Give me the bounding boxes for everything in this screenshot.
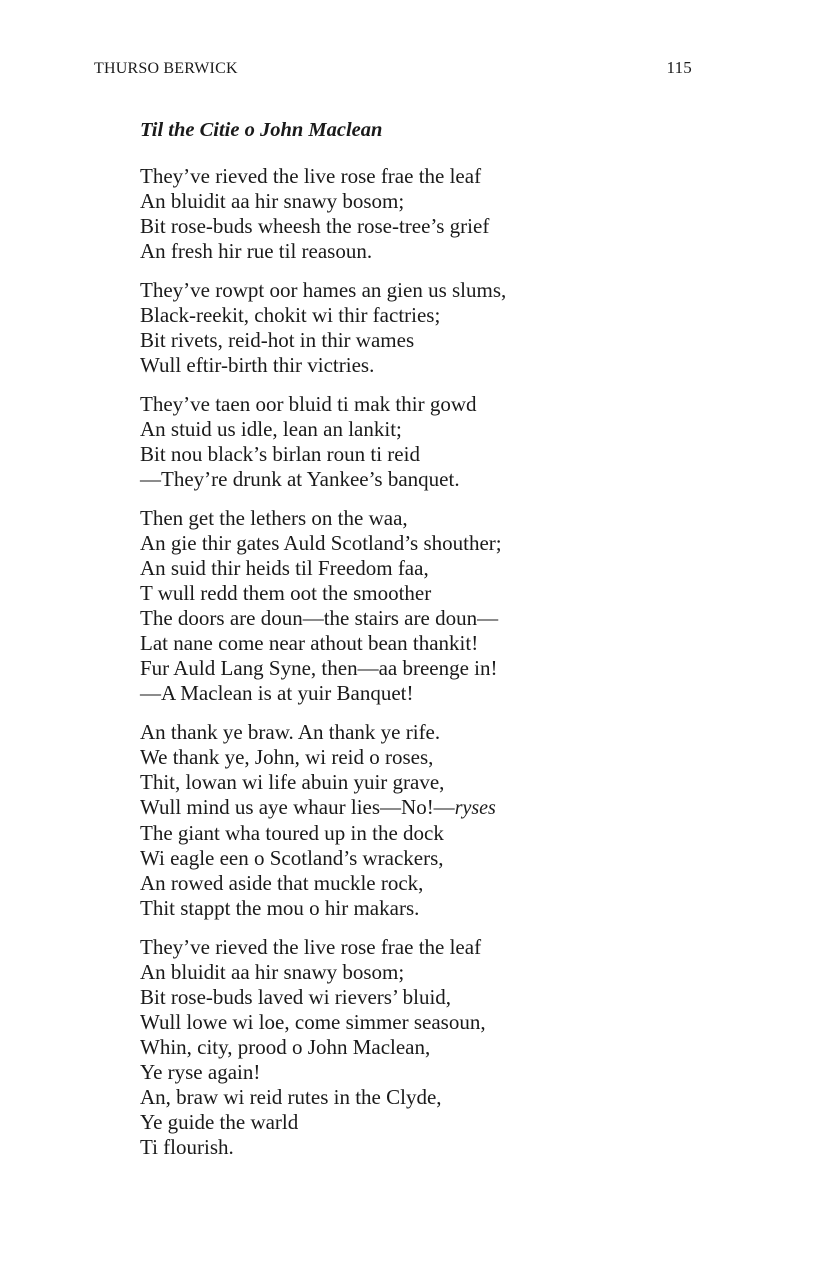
- poem-line: Bit rose-buds wheesh the rose-tree’s grief: [140, 214, 490, 238]
- poem-line: An gie thir gates Auld Scotland’s shouther;: [140, 531, 502, 555]
- stanza-6: [140, 935, 740, 1160]
- stanza-5: [140, 720, 740, 921]
- poem-line-with-italic: [140, 795, 740, 821]
- poem-line: Black-reekit, chokit wi thir factries;: [140, 303, 441, 327]
- stanza-1: [140, 164, 740, 264]
- poem-line: They’ve taen oor bluid ti mak thir gowd: [140, 392, 477, 416]
- poem-line: Whin, city, prood o John Maclean,: [140, 1035, 431, 1059]
- poem-line: They’ve rieved the live rose frae the leaf: [140, 935, 482, 959]
- poem: [140, 116, 740, 1174]
- poem-line: Wi eagle een o Scotland’s wrackers,: [140, 846, 444, 870]
- poem-line: The giant wha toured up in the dock: [140, 821, 444, 845]
- poem-title: Til the Citie o John Maclean: [140, 119, 383, 141]
- poem-line: They’ve rieved the live rose frae the leaf: [140, 164, 482, 188]
- poem-line: Then get the lethers on the waa,: [140, 506, 408, 530]
- poem-line: Thit, lowan wi life abuin yuir grave,: [140, 770, 445, 794]
- poem-line: Wull eftir-birth thir victries.: [140, 353, 375, 377]
- running-head-author: THURSO BERWICK: [94, 60, 238, 77]
- poem-line: We thank ye, John, wi reid o roses,: [140, 745, 434, 769]
- poem-line: The doors are doun—the stairs are doun—: [140, 606, 499, 630]
- poem-line: Lat nane come near athout bean thankit!: [140, 631, 479, 655]
- poem-line: An, braw wi reid rutes in the Clyde,: [140, 1085, 442, 1109]
- poem-line: Wull lowe wi loe, come simmer seasoun,: [140, 1010, 486, 1034]
- poem-line: Bit rivets, reid-hot in thir wames: [140, 328, 415, 352]
- poem-line: T wull redd them oot the smoother: [140, 581, 432, 605]
- poem-line: Bit rose-buds laved wi rievers’ bluid,: [140, 985, 452, 1009]
- poem-line: An thank ye braw. An thank ye rife.: [140, 720, 441, 744]
- poem-line: Fur Auld Lang Syne, then—aa breenge in!: [140, 656, 498, 680]
- poem-line: They’ve rowpt oor hames an gien us slums,: [140, 278, 507, 302]
- stanza-4: [140, 506, 740, 706]
- poem-line: Ti flourish.: [140, 1135, 234, 1159]
- poem-line: An suid thir heids til Freedom faa,: [140, 556, 429, 580]
- page-number: 115: [666, 58, 692, 77]
- poem-line: —They’re drunk at Yankee’s banquet.: [140, 467, 460, 491]
- poem-line: Bit nou black’s birlan roun ti reid: [140, 442, 420, 466]
- poem-line: An stuid us idle, lean an lankit;: [140, 417, 402, 441]
- poem-italic-word: ryses: [454, 797, 496, 819]
- poem-line: An rowed aside that muckle rock,: [140, 871, 424, 895]
- stanza-3: [140, 392, 740, 492]
- poem-line: An fresh hir rue til reasoun.: [140, 239, 373, 263]
- poem-line: —A Maclean is at yuir Banquet!: [140, 681, 414, 705]
- poem-line: An bluidit aa hir snawy bosom;: [140, 189, 405, 213]
- running-head: [94, 58, 692, 80]
- poem-line: Ye guide the warld: [140, 1110, 299, 1134]
- poem-line: Ye ryse again!: [140, 1060, 261, 1084]
- poem-line: Thit stappt the mou o hir makars.: [140, 896, 420, 920]
- stanza-2: [140, 278, 740, 378]
- poem-line: An bluidit aa hir snawy bosom;: [140, 960, 405, 984]
- poem-line-text: Wull mind us aye whaur lies—No!—: [140, 795, 455, 819]
